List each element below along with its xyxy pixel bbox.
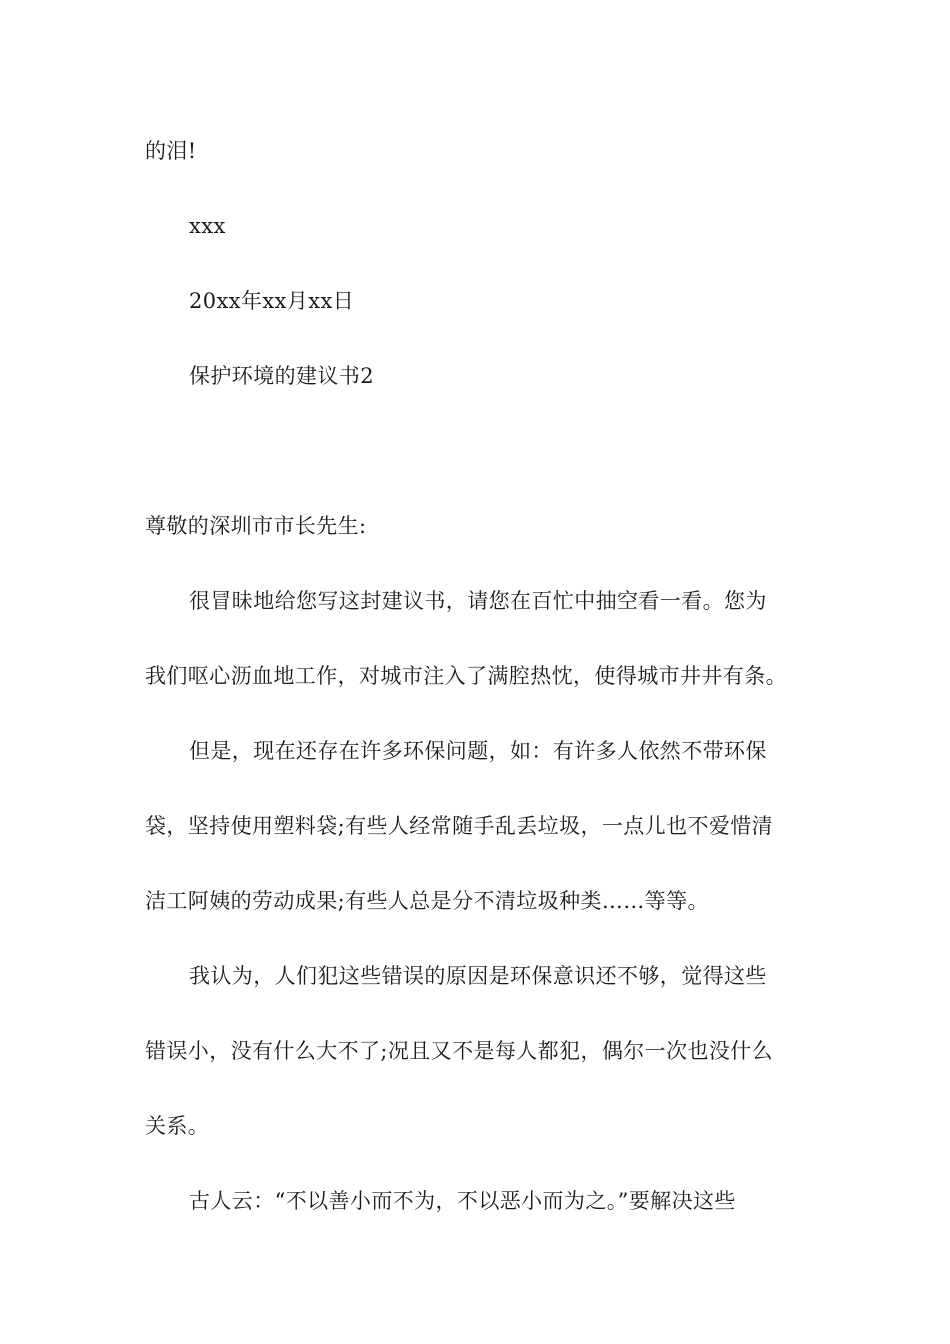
paragraph-2-line-1: 但是，现在还存在许多环保问题，如：有许多人依然不带环保 xyxy=(189,739,767,763)
paragraph-1-line-1: 很冒昧地给您写这封建议书，请您在百忙中抽空看一看。您为 xyxy=(189,589,767,613)
paragraph-2-line-2: 袋，坚持使用塑料袋;有些人经常随手乱丢垃圾，一点儿也不爱惜清 xyxy=(145,814,774,838)
paragraph-1-line-2: 我们呕心沥血地工作，对城市注入了满腔热忱，使得城市井井有条。 xyxy=(145,664,787,688)
paragraph-4-line-1: 古人云：“不以善小而不为，不以恶小而为之。”要解决这些 xyxy=(189,1189,736,1213)
paragraph-3-line-3: 关系。 xyxy=(145,1114,210,1138)
text-line-closing-fragment: 的泪! xyxy=(145,139,197,163)
signature-date: 20xx年xx月xx日 xyxy=(189,289,355,313)
paragraph-3-line-1: 我认为，人们犯这些错误的原因是环保意识还不够，觉得这些 xyxy=(189,964,767,988)
section-title: 保护环境的建议书2 xyxy=(189,364,374,388)
signature-name: xxx xyxy=(189,214,226,238)
paragraph-2-line-3: 洁工阿姨的劳动成果;有些人总是分不清垃圾种类……等等。 xyxy=(145,889,709,913)
salutation: 尊敬的深圳市市长先生: xyxy=(145,514,367,538)
paragraph-3-line-2: 错误小，没有什么大不了;况且又不是每人都犯，偶尔一次也没什么 xyxy=(145,1039,774,1063)
